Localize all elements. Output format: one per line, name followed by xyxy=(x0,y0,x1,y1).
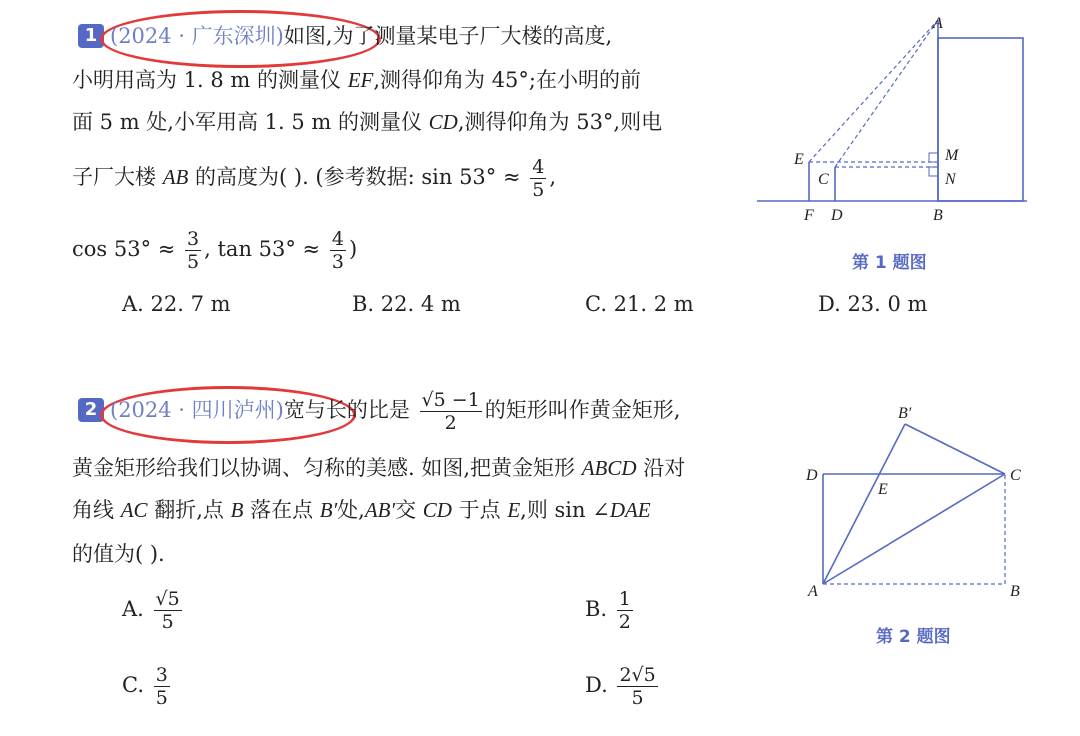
label-c: C xyxy=(818,171,829,188)
q2-line-2: 黄金矩形给我们以协调、匀称的美感. 如图,把黄金矩形 ABCD 沿对 xyxy=(72,456,686,480)
q1-option-c[interactable]: C. 21. 2 m xyxy=(585,292,694,316)
label-m: M xyxy=(945,147,959,164)
ea-sightline xyxy=(809,20,938,162)
label-d: D xyxy=(806,467,818,484)
label-e: E xyxy=(794,151,804,168)
fraction-tan: $\frac{4}{3}$ xyxy=(331,228,344,273)
q1-option-a[interactable]: A. 22. 7 m xyxy=(122,292,231,316)
q1-option-b[interactable]: B. 22. 4 m xyxy=(352,292,461,316)
q2-option-a[interactable]: A. $\frac{√5}{5}$ xyxy=(122,588,180,633)
ca-sightline xyxy=(835,20,938,167)
label-a: A xyxy=(933,15,943,32)
fraction-sin: $\frac{4}{5}$ xyxy=(532,156,545,201)
q2-line-4: 的值为( ). xyxy=(72,542,165,566)
q2-line-3: 角线 AC 翻折,点 B 落在点 B′处,AB′交 CD 于点 E,则 sin ∠DAE xyxy=(72,498,651,522)
segment-b-prime-c xyxy=(905,424,1005,474)
q1-line-3: 面 5 m 处,小军用高 1. 5 m 的测量仪 CD,测得仰角为 53°,则电 xyxy=(72,110,663,134)
q1-source: (2024 · 广东深圳) xyxy=(110,24,284,48)
q2-option-b[interactable]: B. $\frac{1}{2}$ xyxy=(585,588,631,633)
label-d: D xyxy=(831,207,843,224)
q1-figure-caption: 第 1 题图 xyxy=(852,253,927,273)
q2-figure-caption: 第 2 题图 xyxy=(876,627,951,647)
q2-option-d[interactable]: D. $\frac{2√5}{5}$ xyxy=(585,664,656,709)
label-b: B xyxy=(933,207,943,224)
q1-line-2: 小明用高为 1. 8 m 的测量仪 EF,测得仰角为 45°;在小明的前 xyxy=(72,68,641,92)
label-b: B xyxy=(1010,583,1020,600)
q2-line-1: (2024 · 四川泸州)宽与长的比是 $\frac{√5 -1}{2}$ 的矩形叫作黄金矩形, xyxy=(110,389,681,434)
q1-figure xyxy=(752,14,1032,234)
q2-figure xyxy=(790,400,1050,610)
q1-line-5: cos 53° ≈ $\frac{3}{5}$ , tan 53° ≈ $\frac{4}{3}$ ) xyxy=(72,228,358,273)
label-a: A xyxy=(808,583,818,600)
q2-option-c[interactable]: C. $\frac{3}{5}$ xyxy=(122,664,168,709)
label-n: N xyxy=(945,171,956,188)
right-angle-m xyxy=(929,153,938,162)
label-f: F xyxy=(804,207,814,224)
right-angle-n xyxy=(929,167,938,176)
label-c: C xyxy=(1010,467,1021,484)
q2-source: (2024 · 四川泸州) xyxy=(110,398,284,422)
q1-line-1: (2024 · 广东深圳)如图,为了测量某电子厂大楼的高度, xyxy=(110,24,613,48)
fraction-golden-ratio: $\frac{√5 -1}{2}$ xyxy=(421,389,480,434)
question-1-number-badge: 1 xyxy=(78,24,104,48)
q1-line-4: 子厂大楼 AB 的高度为( ). (参考数据: sin 53° ≈ $\frac{4}{5}$ , xyxy=(72,156,557,201)
q1-option-d[interactable]: D. 23. 0 m xyxy=(818,292,928,316)
label-b-prime: B′ xyxy=(898,405,912,422)
question-2-number-badge: 2 xyxy=(78,398,104,422)
fraction-cos: $\frac{3}{5}$ xyxy=(187,228,200,273)
label-e: E xyxy=(878,481,888,498)
